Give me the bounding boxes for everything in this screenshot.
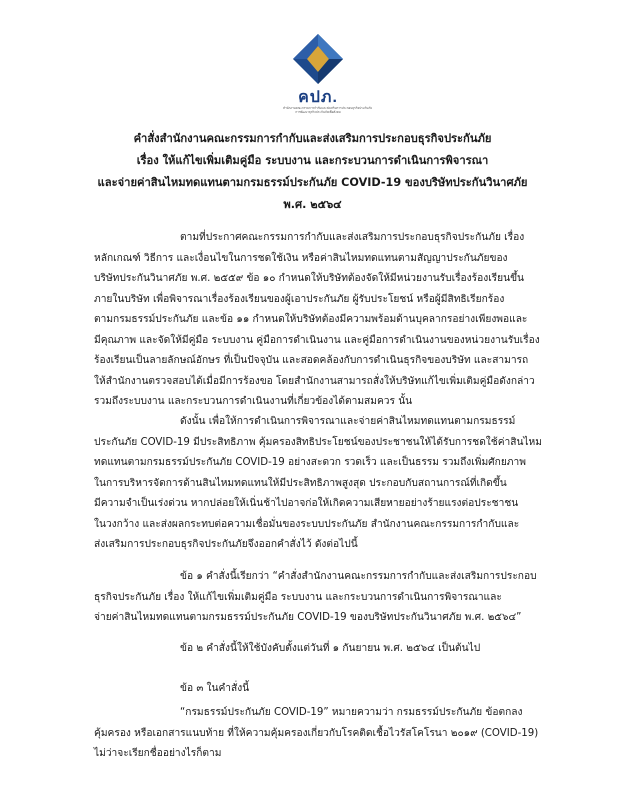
text-line: ดังนั้น เพื่อให้การดำเนินการพิจารณาและจ่ายค่าสินไหมทดแทนตามกรมธรรม์ bbox=[180, 416, 516, 427]
logo-subtitle-2: การพัฒนาธุรกิจประกันภัยเพื่อสังคม bbox=[295, 110, 341, 114]
text-line: ตามกรมธรรม์ประกันภัย และข้อ ๑๑ กำหนดให้บริษัทต้องมีความพร้อมด้านบุคลากรอย่างเพียงพอและ bbox=[94, 314, 528, 325]
text-line: ให้สำนักงานตรวจสอบได้เมื่อมีการร้องขอ โดยสำนักงานสามารถสั่งให้บริษัทแก้ไขเพิ่มเติมคู่มือดังกล่าว bbox=[94, 375, 535, 387]
text-line: ในวงกว้าง และส่งผลกระทบต่อความเชื่อมั่นของระบบประกันภัย สำนักงานคณะกรรมการกำกับและ bbox=[94, 518, 520, 530]
text-line: ในการบริหารจัดการด้านสินไหมทดแทนให้มีประสิทธิภาพสูงสุด ประกอบกับสถานการณ์ที่เกิดขึ้น bbox=[94, 477, 507, 489]
paragraph-rationale bbox=[94, 412, 542, 556]
text-line: บริษัทประกันวินาศภัย พ.ศ. ๒๕๕๙ ข้อ ๑๐ กำหนดให้บริษัทต้องจัดให้มีหน่วยงานรับเรื่องร้องเรียนขึ้น bbox=[94, 273, 525, 284]
text-line: ตามที่ประกาศคณะกรรมการกำกับและส่งเสริมการประกอบธุรกิจประกันภัย เรื่อง bbox=[180, 232, 525, 243]
clause-3 bbox=[180, 679, 249, 700]
document-title bbox=[0, 128, 625, 216]
clause-3-definition bbox=[94, 703, 538, 765]
text-line: ทดแทนตามกรมธรรม์ประกันภัย COVID-19 อย่างสะดวก รวดเร็ว และเป็นธรรม รวมถึงเพิ่มศักยภาพ bbox=[94, 457, 526, 468]
title-line: คำสั่งสำนักงานคณะกรรมการกำกับและส่งเสริมการประกอบธุรกิจประกันภัย bbox=[133, 132, 492, 145]
text-line: ไม่ว่าจะเรียกชื่ออย่างไรก็ตาม bbox=[94, 748, 222, 759]
logo-text: คปภ. bbox=[298, 89, 338, 106]
text-line: จ่ายค่าสินไหมทดแทนตามกรมธรรม์ประกันภัย COVID-19 ของบริษัทประกันวินาศภัย พ.ศ. ๒๕๖๔” bbox=[94, 612, 522, 623]
text-line: มีความจำเป็นเร่งด่วน หากปล่อยให้เนิ่นช้าไปอาจก่อให้เกิดความเสียหายอย่างร้ายแรงต่อประชาชน bbox=[94, 498, 519, 509]
title-line: และจ่ายค่าสินไหมทดแทนตามกรมธรรม์ประกันภัย COVID-19 ของบริษัทประกันวินาศภัย bbox=[97, 176, 528, 189]
title-line: เรื่อง ให้แก้ไขเพิ่มเติมคู่มือ ระบบงาน และกระบวนการดำเนินการพิจารณา bbox=[136, 154, 489, 167]
agency-logo bbox=[283, 30, 372, 130]
paragraph-background bbox=[94, 228, 540, 413]
text-line: ประกันภัย COVID-19 มีประสิทธิภาพ คุ้มครองสิทธิประโยชน์ของประชาชนให้ได้รับการชดใช้ค่าสินไหม bbox=[94, 436, 542, 448]
logo-diamond-icon bbox=[289, 30, 347, 88]
text-line: หลักเกณฑ์ วิธีการ และเงื่อนไขในการชดใช้เงิน หรือค่าสินไหมทดแทนตามสัญญาประกันภัยของ bbox=[94, 252, 508, 264]
text-line: ร้องเรียนเป็นลายลักษณ์อักษร ที่เป็นปัจจุบัน และสอดคล้องกับการดำเนินธุรกิจของบริษัท และสามารถ bbox=[94, 355, 529, 366]
clause-1 bbox=[94, 567, 537, 629]
text-line: ภายในบริษัท เพื่อพิจารณาเรื่องร้องเรียนของผู้เอาประกันภัย ผู้รับประโยชน์ หรือผู้มีสิทธิเรียกร้อง bbox=[94, 293, 505, 305]
logo-subtitle: สำนักงานคณะกรรมการกำกับและส่งเสริมการประกอบธุรกิจประกันภัย bbox=[283, 106, 372, 110]
clause-2 bbox=[180, 639, 480, 660]
title-line: พ.ศ. ๒๕๖๔ bbox=[283, 198, 342, 211]
text-line: รวมถึงระบบงาน และกระบวนการดำเนินงานที่เกี่ยวข้องได้ตามสมควร นั้น bbox=[94, 396, 413, 407]
text-line: ข้อ ๓ ในคำสั่งนี้ bbox=[180, 683, 250, 694]
text-line: ส่งเสริมการประกอบธุรกิจประกันภัยจึงออกคำสั่งไว้ ดังต่อไปนี้ bbox=[94, 539, 358, 550]
text-line: ข้อ ๒ คำสั่งนี้ให้ใช้บังคับตั้งแต่วันที่ ๑ กันยายน พ.ศ. ๒๕๖๔ เป็นต้นไป bbox=[180, 643, 481, 654]
text-line: คุ้มครอง หรือเอกสารแนบท้าย ที่ให้ความคุ้มครองเกี่ยวกับโรคติดเชื้อไวรัสโคโรนา ๒๐๑๙ (COVID-19) bbox=[94, 727, 539, 739]
text-line: มีคุณภาพ และจัดให้มีคู่มือ ระบบงาน คู่มือการดำเนินงาน และคู่มือการดำเนินงานของหน่วยงานรับเรื่อง bbox=[94, 334, 540, 346]
text-line: ข้อ ๑ คำสั่งนี้เรียกว่า “คำสั่งสำนักงานคณะกรรมการกำกับและส่งเสริมการประกอบ bbox=[180, 571, 537, 582]
text-line: “กรมธรรม์ประกันภัย COVID-19” หมายความว่า กรมธรรม์ประกันภัย ข้อตกลง bbox=[180, 707, 523, 718]
text-line: ธุรกิจประกันภัย เรื่อง ให้แก้ไขเพิ่มเติมคู่มือ ระบบงาน และกระบวนการดำเนินการพิจารณาและ bbox=[94, 591, 502, 603]
